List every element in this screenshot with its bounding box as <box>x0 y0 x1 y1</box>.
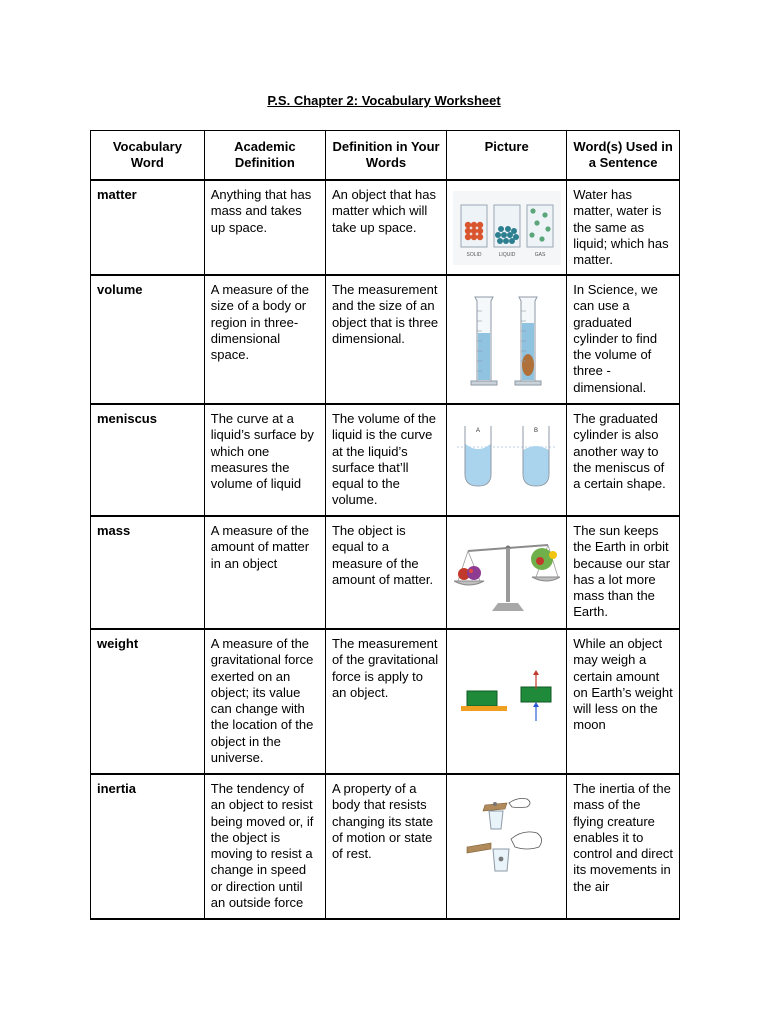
table-row <box>91 629 680 774</box>
sentence: The graduated cylinder is also another way to the meniscus of a certain shape. <box>567 404 680 516</box>
sentence: The sun keeps the Earth in orbit because our star has a lot more mass than the Earth. <box>567 516 680 629</box>
sentence: Water has matter, water is the same as liquid; which has matter. <box>567 180 680 275</box>
vocabulary-table <box>90 130 680 920</box>
own-definition: The measurement of the gravitational force is apply to an object. <box>325 629 446 774</box>
picture-cell <box>447 516 567 629</box>
own-definition: An object that has matter which will take up space. <box>325 180 446 275</box>
header-academic-definition: Academic Definition <box>204 131 325 181</box>
vocab-word: mass <box>91 516 205 629</box>
picture-cell <box>447 180 567 275</box>
force-diagram-image <box>457 667 557 737</box>
vocab-word: matter <box>91 180 205 275</box>
page-title: P.S. Chapter 2: Vocabulary Worksheet <box>267 93 501 108</box>
academic-definition: A measure of the amount of matter in an object <box>204 516 325 629</box>
tube-label-a: A <box>475 428 480 434</box>
sentence: In Science, we can use a graduated cylinder to find the volume of three - dimensional. <box>567 275 680 404</box>
academic-definition: The tendency of an object to resist being moved or, if the object is moving to resist a change in speed or direction until an outside force <box>204 774 325 919</box>
vocab-word: weight <box>91 629 205 774</box>
table-row <box>91 774 680 919</box>
picture-cell <box>447 774 567 919</box>
table-header-row <box>91 131 680 181</box>
header-vocabulary-word: Vocabulary Word <box>91 131 205 181</box>
vocab-word: meniscus <box>91 404 205 516</box>
inertia-card-coin-image <box>457 793 557 877</box>
balance-scale-image <box>454 527 560 619</box>
own-definition: The volume of the liquid is the curve at the liquid’s surface that’ll equal to the volume. <box>325 404 446 516</box>
graduated-cylinders-image <box>457 285 557 395</box>
picture-cell <box>447 275 567 404</box>
academic-definition: A measure of the gravitational force exerted on an object; its value can change with the location of the object in the universe. <box>204 629 325 774</box>
table-row <box>91 404 680 516</box>
tube-label-b: B <box>533 428 538 434</box>
table-row <box>91 516 680 629</box>
vocab-word: inertia <box>91 774 205 919</box>
matter-label-solid: SOLID <box>466 251 482 258</box>
own-definition: The measurement and the size of an object that is three dimensional. <box>325 275 446 404</box>
academic-definition: A measure of the size of a body or region in three-dimensional space. <box>204 275 325 404</box>
table-row <box>91 275 680 404</box>
matter-label-liquid: LIQUID <box>498 251 516 258</box>
sentence: While an object may weigh a certain amount on Earth’s weight will less on the moon <box>567 629 680 774</box>
matter-label-gas: GAS <box>534 251 545 258</box>
own-definition: The object is equal to a measure of the amount of matter. <box>325 516 446 629</box>
table-row <box>91 180 680 275</box>
own-definition: A property of a body that resists changing its state of motion or state of rest. <box>325 774 446 919</box>
matter-states-image <box>453 191 561 265</box>
meniscus-tubes-image <box>457 422 557 498</box>
sentence: The inertia of the mass of the flying creature enables it to control and direct its movements in the air <box>567 774 680 919</box>
academic-definition: Anything that has mass and takes up space. <box>204 180 325 275</box>
picture-cell <box>447 404 567 516</box>
header-own-definition: Definition in Your Words <box>325 131 446 181</box>
academic-definition: The curve at a liquid’s surface by which one measures the volume of liquid <box>204 404 325 516</box>
header-sentence: Word(s) Used in a Sentence <box>567 131 680 181</box>
vocab-word: volume <box>91 275 205 404</box>
picture-cell <box>447 629 567 774</box>
header-picture: Picture <box>447 131 567 181</box>
